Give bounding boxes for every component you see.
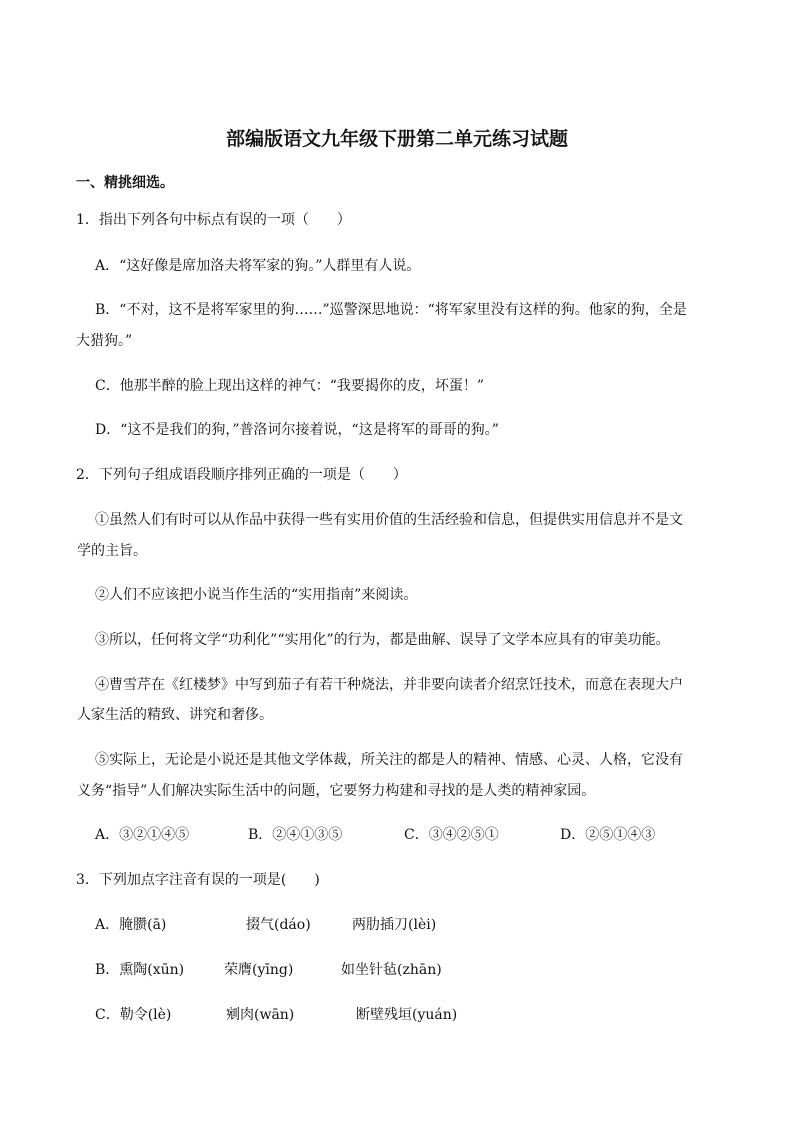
question-1-stem: 1．指出下列各句中标点有误的一项（ ）: [76, 212, 351, 228]
question-3-option-b-item-2: 荣膺(yīng): [224, 962, 294, 978]
question-2-option-d: D．②⑤①④③: [560, 827, 656, 843]
question-2-sentence-5: ⑤实际上，无论是小说还是其他文学体裁，所关注的都是人的精神、情感、心灵、人格，它没有: [95, 752, 683, 768]
question-1-option-a: A．“这好像是席加洛夫将军家的狗。”人群里有人说。: [95, 258, 421, 274]
section-heading: 一、精挑细选。: [76, 175, 174, 191]
question-3-option-a-item-1: A．腌臜(ā): [95, 917, 167, 933]
question-1-option-b: B．“不对，这不是将军家里的狗……”巡警深思地说：“将军家里没有这样的狗。他家的狗，全是: [95, 302, 687, 318]
question-3-option-c-item-3: 断壁残垣(yuán): [356, 1007, 458, 1023]
question-1-option-b-continued: 大猎狗。”: [76, 333, 133, 349]
question-3-option-b-item-1: B．熏陶(xūn): [95, 962, 185, 978]
question-2-option-c: C．③④②⑤①: [404, 827, 499, 843]
question-3-option-b-item-3: 如坐针毡(zhān): [341, 962, 442, 978]
question-2-option-a: A．③②①④⑤: [95, 827, 190, 843]
question-2-sentence-4: ④曹雪芹在《红楼梦》中写到茄子有若干种烧法，并非要向读者介绍烹饪技术，而意在表现大户: [95, 677, 683, 693]
question-1-option-d: D．“这不是我们的狗，”普洛诃尔接着说，“这是将军的哥哥的狗。”: [95, 422, 499, 438]
question-2-option-b: B．②④①③⑤: [248, 827, 343, 843]
question-2-sentence-5-continued: 义务“指导”人们解决实际生活中的问题，它要努力构建和寻找的是人类的精神家园。: [77, 783, 596, 799]
question-3-option-c-item-2: 剜肉(wān): [226, 1007, 295, 1023]
question-3-option-a-item-2: 掇气(dáo): [246, 917, 311, 933]
question-3-option-a-item-3: 两肋插刀(lèi): [352, 917, 437, 933]
question-2-sentence-2: ②人们不应该把小说当作生活的“实用指南”来阅读。: [95, 587, 418, 603]
question-2-sentence-1-continued: 学的主旨。: [77, 543, 147, 559]
question-2-stem: 2．下列句子组成语段顺序排列正确的一项是（ ）: [76, 467, 407, 483]
question-3-stem: 3．下列加点字注音有误的一项是( ): [76, 872, 320, 888]
question-3-option-c-item-1: C．勒令(lè): [95, 1007, 172, 1023]
question-2-sentence-4-continued: 人家生活的精致、讲究和奢侈。: [77, 707, 273, 723]
question-2-sentence-1: ①虽然人们有时可以从作品中获得一些有实用价值的生活经验和信息，但提供实用信息并不是文: [95, 512, 683, 528]
page-title: 部编版语文九年级下册第二单元练习试题: [225, 128, 568, 150]
question-2-sentence-3: ③所以，任何将文学“功利化”“实用化”的行为，都是曲解、误导了文学本应具有的审美功能。: [95, 632, 670, 648]
question-1-option-c: C．他那半醉的脸上现出这样的神气：“我要揭你的皮，坏蛋！”: [95, 378, 485, 394]
